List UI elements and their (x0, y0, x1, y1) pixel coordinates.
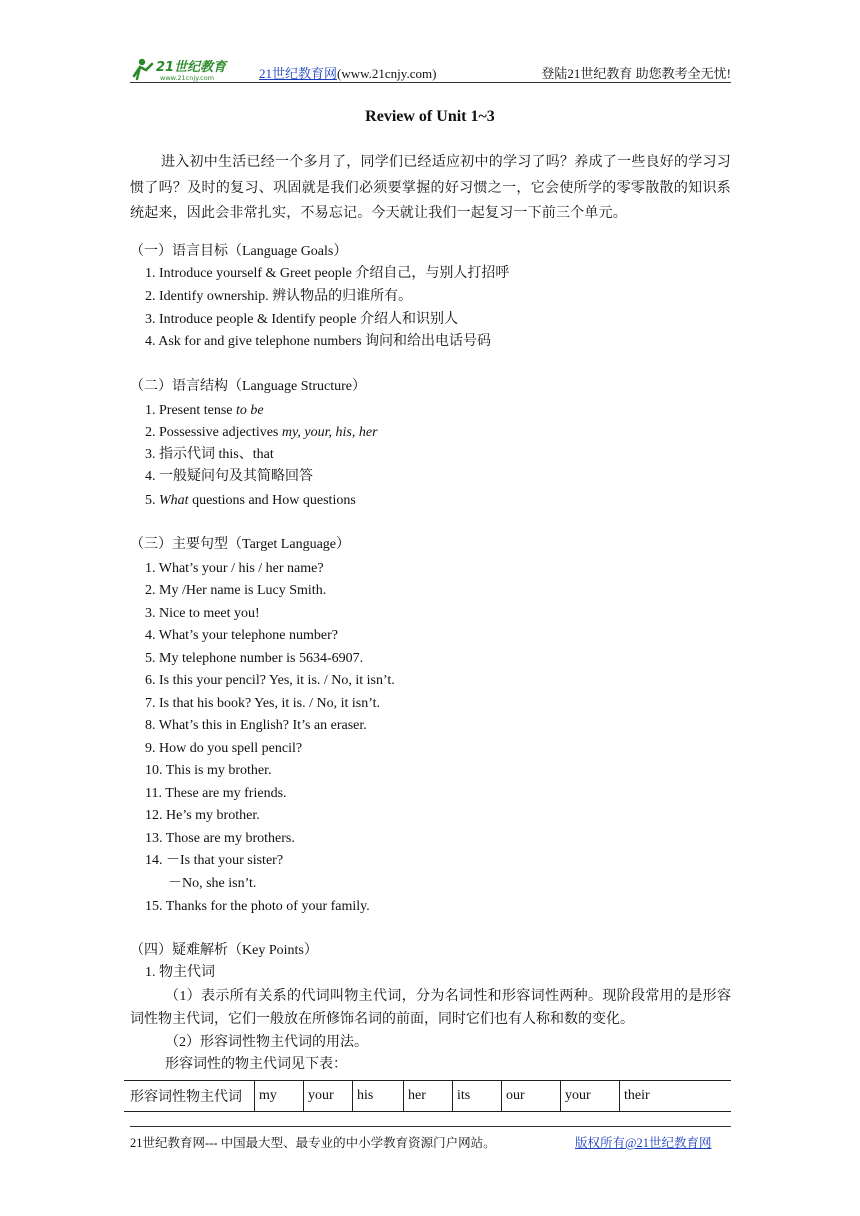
goal-item: 2. Identify ownership. 辨认物品的归谁所有。 (145, 289, 413, 304)
page-title: Review of Unit 1~3 (365, 108, 495, 125)
table-cell: our (502, 1081, 561, 1112)
structure-item-italic: my, your, his, her (281, 425, 378, 440)
structure-item-italic: What (159, 493, 189, 508)
header-site (259, 63, 436, 82)
target-item: 7. Is that his book? Yes, it is. / No, it isn’t. (145, 696, 381, 711)
target-item: 5. My telephone number is 5634-6907. (145, 651, 364, 666)
site-link[interactable]: 21世纪教育网 (259, 66, 338, 81)
goal-item: 1. Introduce yourself & Greet people 介绍自己，与别人打招呼 (145, 266, 510, 281)
section-heading-keypoints: （四）疑难解析（Key Points） (130, 943, 318, 958)
target-item: 8. What’s this in English? It’s an eraser. (145, 718, 367, 733)
site-logo[interactable] (130, 56, 242, 82)
footer-copyright-link[interactable]: 版权所有@21世纪教育网 (575, 1136, 712, 1150)
target-item: 10. This is my brother. (145, 763, 272, 778)
keypoint-paragraph: （1）表示所有关系的代词叫物主代词，分为名词性和形容词性两种。现阶段常用的是形容词性物主代词，它们一般放在所修饰名词的前面，同时它们也有人称和数的变化。 (130, 989, 731, 1027)
intro-paragraph: 进入初中生活已经一个多月了，同学们已经适应初中的学习了吗？养成了一些良好的学习习惯了吗？及时的复习、巩固就是我们必须要掌握的好习惯之一，它会使所学的零零散散的知识系统起来，因此会非常扎实，不易忘记。今天就让我们一起复习一下前三个单元。 (130, 155, 731, 221)
target-item: －No, she isn’t. (168, 876, 257, 891)
structure-item-text: 2. Possessive adjectives (145, 425, 282, 440)
structure-item (145, 402, 264, 420)
structure-item (145, 492, 356, 510)
table-cell: your (304, 1081, 353, 1112)
target-item: 2. My /Her name is Lucy Smith. (145, 583, 327, 598)
target-item: 12. He’s my brother. (145, 808, 260, 823)
structure-item-text: questions and How questions (188, 493, 356, 508)
logo-text: 21世纪教育 (156, 60, 227, 75)
keypoint-item: 1. 物主代词 (145, 965, 215, 980)
structure-item (145, 424, 378, 442)
section-heading-target: （三）主要句型（Target Language） (130, 537, 350, 552)
target-item: 1. What’s your / his / her name? (145, 561, 324, 576)
target-item: 11. These are my friends. (145, 786, 287, 801)
table-cell: his (353, 1081, 404, 1112)
structure-item-text: 1. Present tense (145, 403, 236, 418)
structure-item: 3. 指示代词 this、that (145, 447, 274, 462)
structure-item-italic: to be (235, 403, 264, 418)
keypoint-paragraph: （2）形容词性物主代词的用法。 (165, 1035, 368, 1050)
table-cell: your (561, 1081, 620, 1112)
section-heading-goals: （一）语言目标（Language Goals） (130, 244, 348, 259)
footer-divider (130, 1126, 731, 1127)
page-header (130, 56, 731, 84)
section-heading-structure: （二）语言结构（Language Structure） (130, 379, 367, 394)
target-item: 14. －Is that your sister? (145, 853, 284, 868)
pronoun-table (124, 1080, 731, 1112)
header-divider (130, 82, 731, 83)
structure-item-text: 5. (145, 493, 159, 508)
header-slogan: 登陆21世纪教育 助您教考全无忧! (541, 66, 731, 81)
keypoint-paragraph: 形容词性的物主代词见下表： (165, 1057, 347, 1072)
target-item: 13. Those are my brothers. (145, 831, 295, 846)
footer-text: 21世纪教育网--- 中国最大型、最专业的中小学教育资源门户网站。 (130, 1136, 496, 1150)
site-url: (www.21cnjy.com) (337, 66, 437, 81)
goal-item: 4. Ask for and give telephone numbers 询问和给出电话号码 (145, 334, 492, 349)
structure-item: 4. 一般疑问句及其简略回答 (145, 469, 313, 484)
logo-url-text: www.21cnjy.com (160, 74, 215, 82)
table-cell-label: 形容词性物主代词 (124, 1081, 255, 1112)
table-row (124, 1081, 731, 1112)
goal-item: 3. Introduce people & Identify people 介绍人和识别人 (145, 312, 458, 327)
target-item: 15. Thanks for the photo of your family. (145, 899, 370, 914)
target-item: 6. Is this your pencil? Yes, it is. / No, it isn’t. (145, 673, 395, 688)
table-cell: her (404, 1081, 453, 1112)
table-cell: its (453, 1081, 502, 1112)
target-item: 9. How do you spell pencil? (145, 741, 303, 756)
table-cell: their (620, 1081, 732, 1112)
table-cell: my (255, 1081, 304, 1112)
target-item: 4. What’s your telephone number? (145, 628, 338, 643)
target-item: 3. Nice to meet you! (145, 606, 260, 621)
